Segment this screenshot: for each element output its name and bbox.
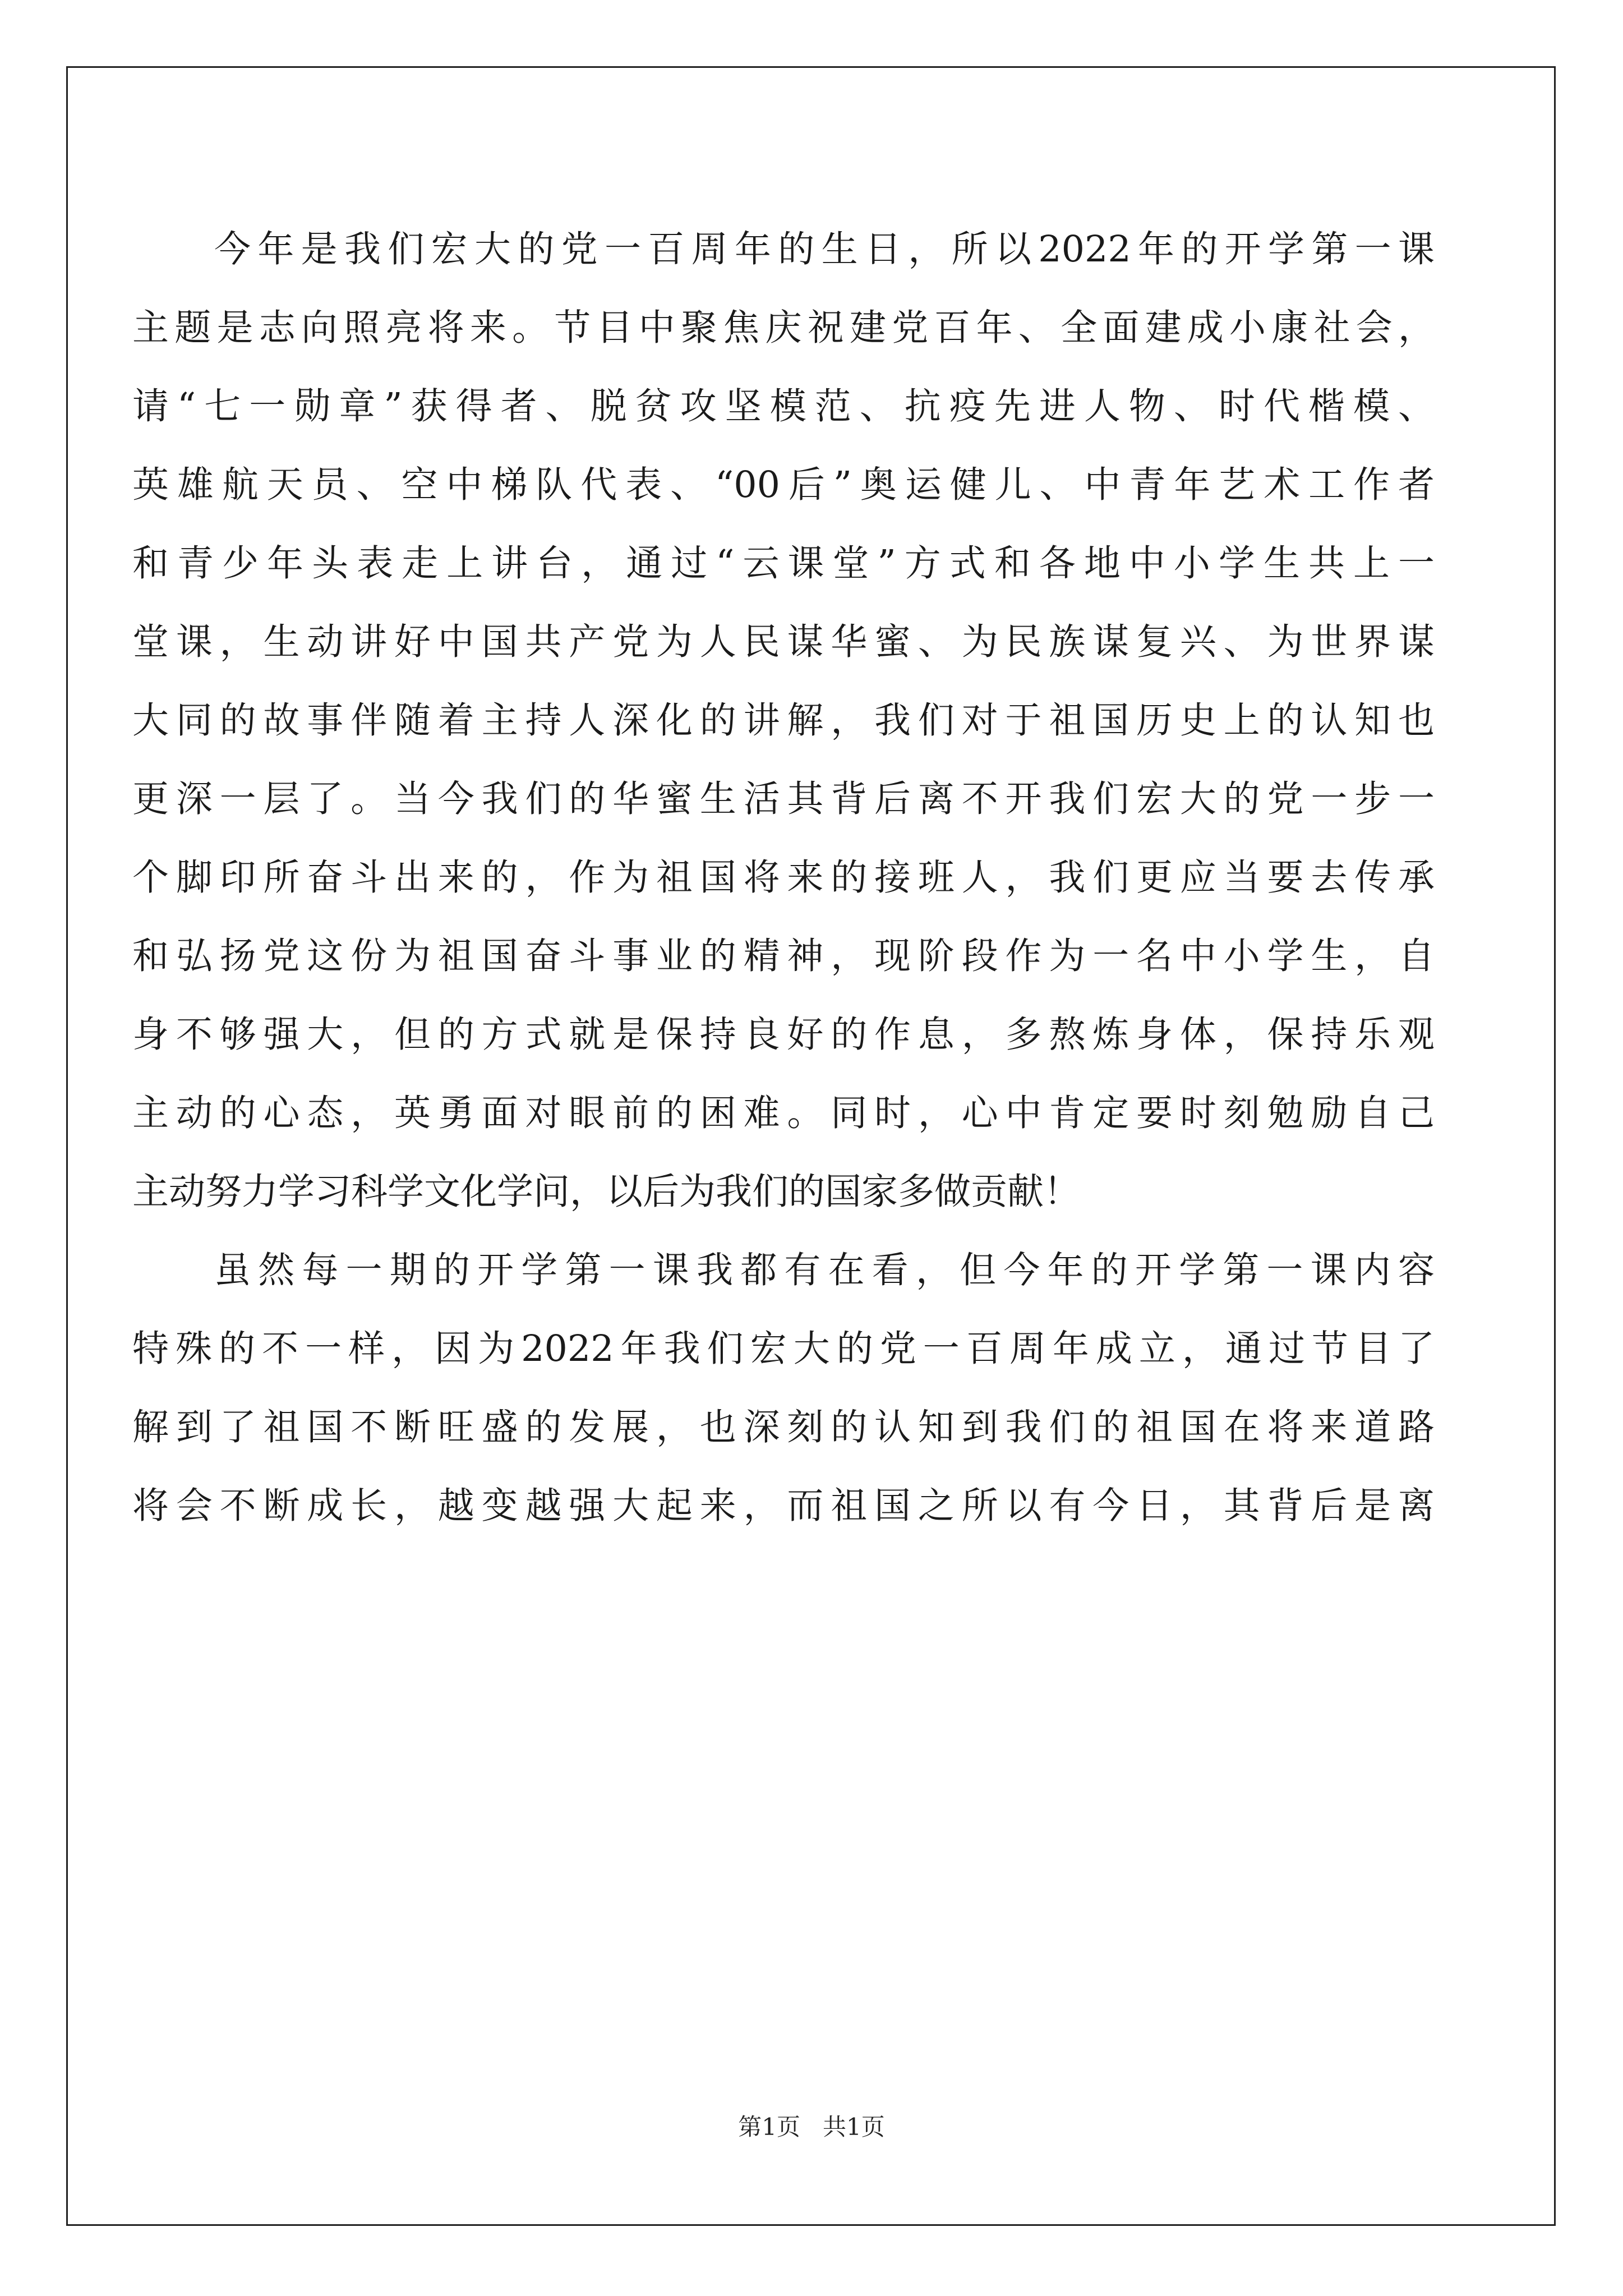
paragraph-1-line-12: 主动的心态，英勇面对眼前的困难。同时，心中肯定要时刻勉励自己 <box>132 1092 1435 1134</box>
paragraph-2-line-3: 解到了祖国不断旺盛的发展，也深刻的认知到我们的祖国在将来道路 <box>132 1406 1435 1448</box>
paragraph-1-line-7: 大同的故事伴随着主持人深化的讲解，我们对于祖国历史上的认知也 <box>132 700 1435 742</box>
paragraph-1-line-11: 身不够强大，但的方式就是保持良好的作息，多熬炼身体，保持乐观 <box>132 1014 1435 1056</box>
paragraph-1-line-2: 主题是志向照亮将来。节目中聚焦庆祝建党百年、全面建成小康社会， <box>132 307 1435 349</box>
page-number-current: 第1页 <box>738 2113 800 2141</box>
paragraph-1-line-4: 英雄航天员、空中梯队代表、“00后”奥运健儿、中青年艺术工作者 <box>132 464 1435 506</box>
paragraph-2-line-1: 虽然每一期的开学第一课我都有在看，但今年的开学第一课内容 <box>214 1249 1435 1291</box>
paragraph-1-line-8: 更深一层了。当今我们的华蜜生活其背后离不开我们宏大的党一步一 <box>132 778 1435 820</box>
paragraph-1-line-5: 和青少年头表走上讲台，通过“云课堂”方式和各地中小学生共上一 <box>132 542 1435 585</box>
paragraph-1-line-9: 个脚印所奋斗出来的，作为祖国将来的接班人，我们更应当要去传承 <box>132 857 1435 899</box>
paragraph-2-line-4: 将会不断成长，越变越强大起来，而祖国之所以有今日，其背后是离 <box>132 1485 1435 1527</box>
paragraph-1-line-1: 今年是我们宏大的党一百周年的生日，所以2022年的开学第一课 <box>214 228 1435 270</box>
paragraph-1-line-3: 请“七一勋章”获得者、脱贫攻坚模范、抗疫先进人物、时代楷模、 <box>132 385 1435 427</box>
paragraph-1-line-13: 主动努力学习科学文化学问，以后为我们的国家多做贡献！ <box>132 1171 1081 1213</box>
page-number-total: 共1页 <box>823 2113 885 2141</box>
paragraph-1-line-10: 和弘扬党这份为祖国奋斗事业的精神，现阶段作为一名中小学生，自 <box>132 935 1435 977</box>
paragraph-1-line-6: 堂课，生动讲好中国共产党为人民谋华蜜、为民族谋复兴、为世界谋 <box>132 621 1435 663</box>
page-footer <box>0 2110 1623 2144</box>
paragraph-2-line-2: 特殊的不一样，因为2022年我们宏大的党一百周年成立，通过节目了 <box>132 1328 1435 1370</box>
